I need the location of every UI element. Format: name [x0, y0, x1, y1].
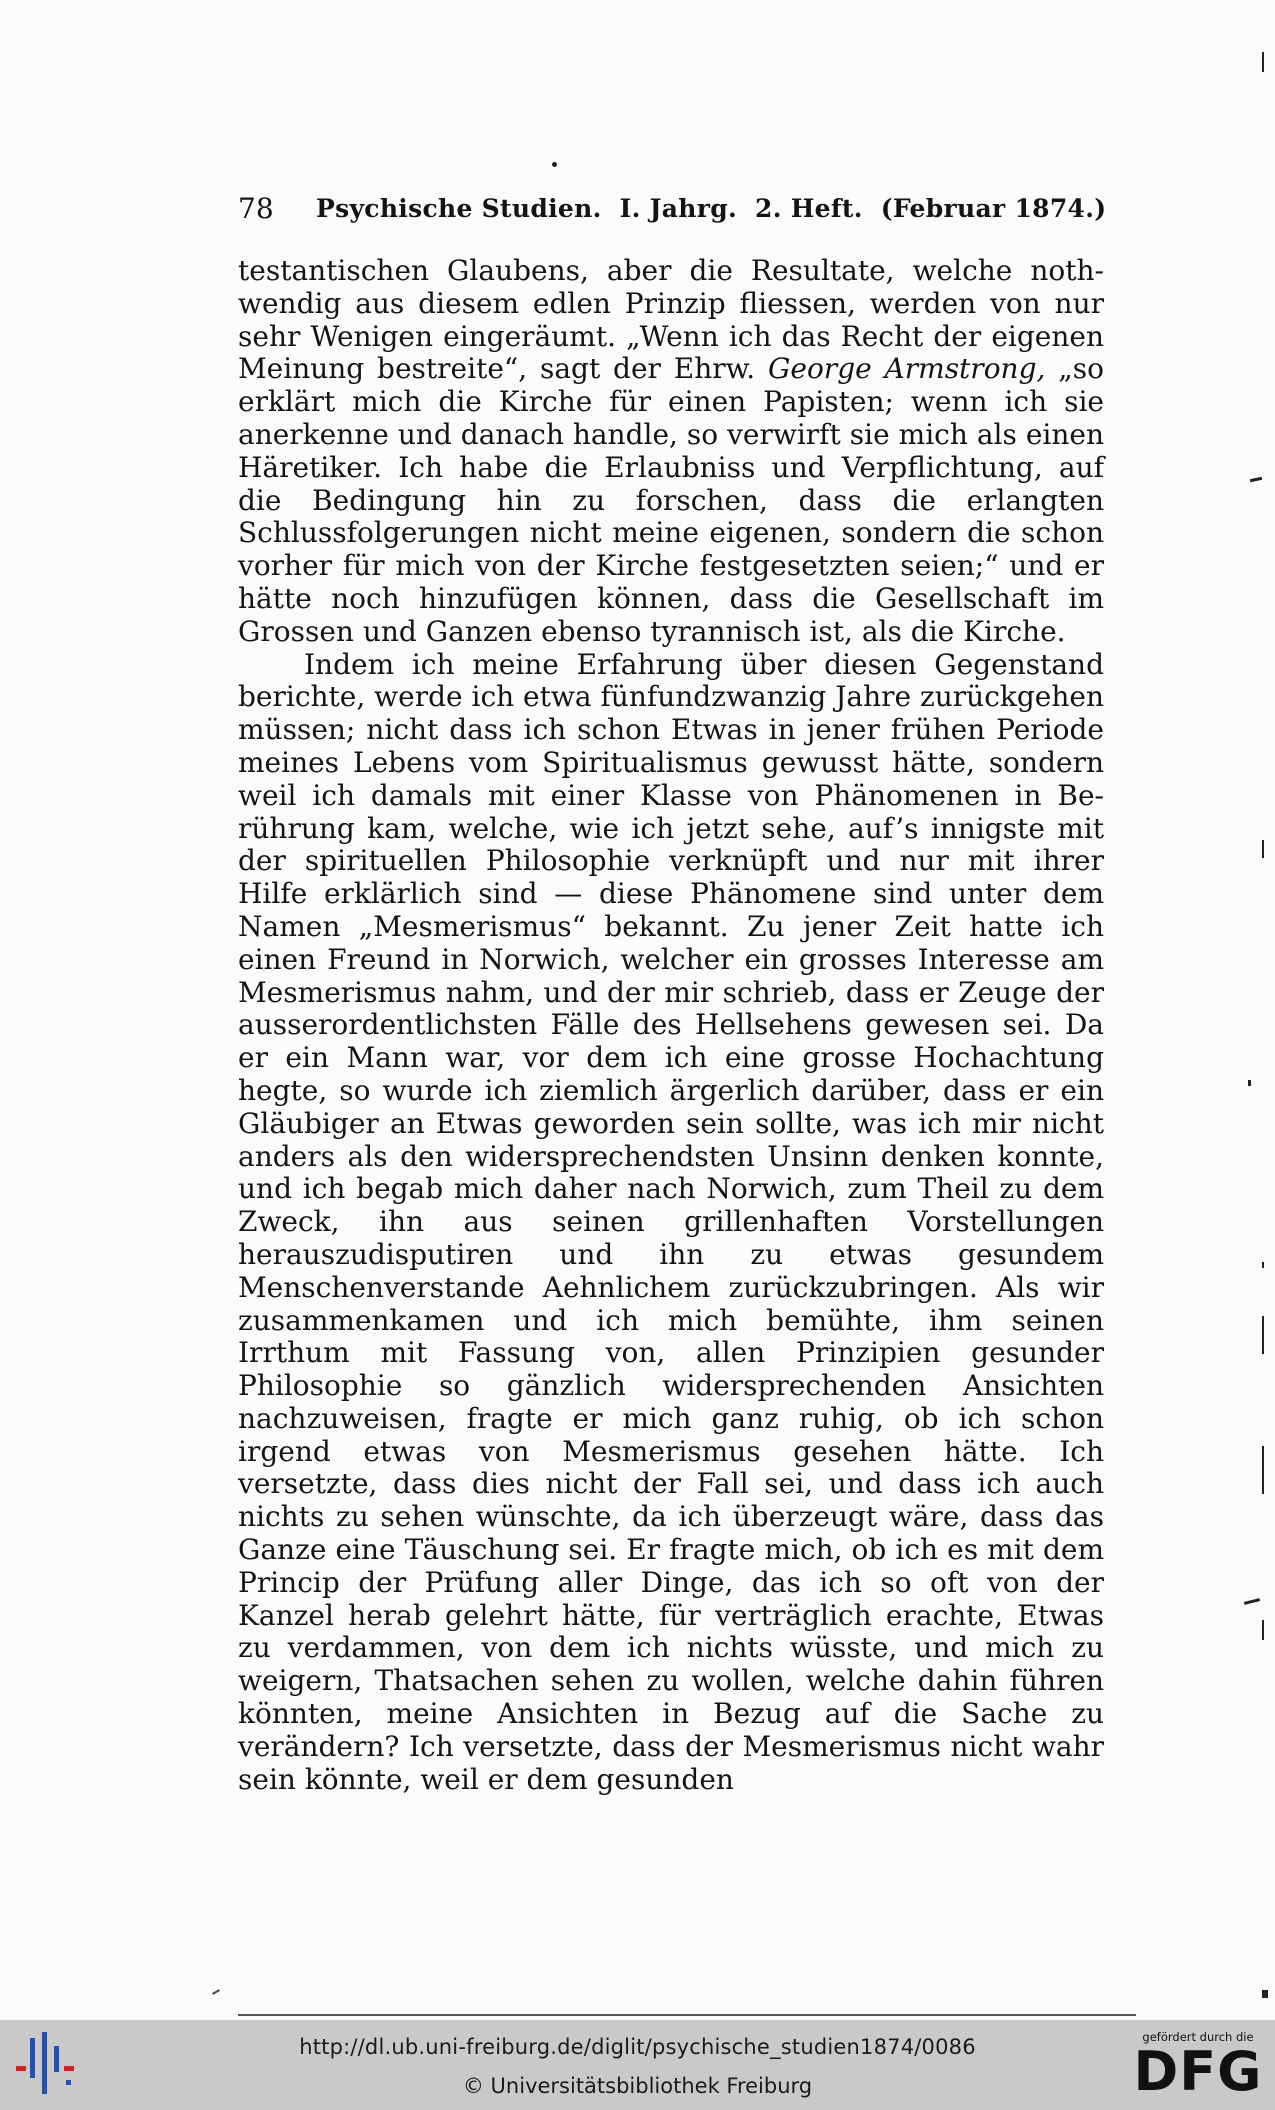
copyright-notice: © Universitätsbibliothek Freiburg: [462, 2074, 813, 2098]
person-name: George Armstrong,: [768, 352, 1046, 386]
margin-mark: [1262, 840, 1264, 858]
printer-mark: [552, 162, 557, 167]
page-number: 78: [238, 192, 274, 225]
body-text: [238, 255, 1104, 1796]
permalink-url[interactable]: http://dl.ub.uni-freiburg.de/diglit/psychische_studien1874/0086: [299, 2035, 976, 2059]
margin-mark: [1262, 1262, 1264, 1268]
running-title: Psychische Studien. I. Jahrg. 2. Heft. (Februar 1874.): [316, 194, 1107, 223]
running-header: [238, 188, 1107, 228]
paragraph-1: [238, 255, 1104, 649]
paragraph-1-part-b: „so erklärt mich die Kirche für einen Papisten; wenn ich sie anerkenne und danach handle, so verwirft sie mich als einen Häretiker. Ich habe die Erlaubniss und Verpflichtung, auf die Bedingung hin zu forschen, dass die erlangten Schlussfolgerungen nicht meine eigenen, sondern die schon vorher für mich von der Kirche festgesetzten seien;“ und er hätte noch hinzufügen können, dass die Gesellschaft im Grossen und Ganzen ebenso tyrannisch ist, als die Kirche.: [238, 352, 1104, 648]
bottom-rule: [238, 2014, 1136, 2016]
dfg-funding-label: gefördert durch die: [1142, 2030, 1254, 2044]
dfg-logo: [1128, 2028, 1268, 2108]
margin-mark: [1250, 477, 1262, 482]
margin-mark: [1262, 52, 1264, 72]
margin-mark: [1262, 1316, 1264, 1354]
dfg-wordmark: DFG: [1133, 2040, 1263, 2103]
margin-mark: [1262, 1990, 1268, 1998]
margin-mark: [1262, 1446, 1264, 1494]
margin-mark: [1244, 1598, 1260, 1605]
margin-mark: [1262, 1620, 1264, 1640]
paragraph-1-part-a: testantischen Glaubens, aber die Resultate, welche nothwendig aus diesem edlen Prinzip fliessen, werden von nur sehr Wenigen eingeräumt. „Wenn ich das Recht der eigenen Meinung bestreite“, sagt der Ehrw.: [238, 254, 1104, 386]
margin-mark: [212, 1989, 220, 1995]
margin-mark: [1248, 1080, 1251, 1086]
paragraph-2: Indem ich meine Erfahrung über diesen Gegenstand berichte, werde ich etwa fünfundzwanzig Jahre zurückgehen müssen; nicht dass ich schon Etwas in jener frühen Periode meines Lebens vom Spiritualismus gewusst hätte, sondern weil ich damals mit einer Klasse von Phänomenen in Berührung kam, welche, wie ich jetzt sehe, auf’s innigste mit der spirituellen Philosophie verknüpft und nur mit ihrer Hilfe erklärlich sind — diese Phänomene sind unter dem Namen „Mesmerismus“ bekannt. Zu jener Zeit hatte ich einen Freund in Norwich, welcher ein grosses Interesse am Mesmerismus nahm, und der mir schrieb, dass er Zeuge der ausserordentlichsten Fälle des Hellsehens gewesen sei. Da er ein Mann war, vor dem ich eine grosse Hochachtung hegte, so wurde ich ziemlich ärgerlich darüber, dass er ein Gläubiger an Etwas geworden sein sollte, was ich mir nicht anders als den widersprechendsten Unsinn denken konnte, und ich begab mich daher nach Norwich, zum Theil zu dem Zweck, ihn aus seinen grillenhaften Vorstellungen herauszudisputiren und ihn zu etwas gesundem Menschenverstande Aehnlichem zurückzubringen. Als wir zusammenkamen und ich mich bemühte, ihm seinen Irrthum mit Fassung von, allen Prinzipien gesunder Philosophie so gänzlich widersprechenden Ansichten nachzuweisen, fragte er mich ganz ruhig, ob ich schon irgend etwas von Mesmerismus gesehen hätte. Ich versetzte, dass dies nicht der Fall sei, und dass ich auch nichts zu sehen wünschte, da ich überzeugt wäre, dass das Ganze eine Täuschung sei. Er fragte mich, ob ich es mit dem Princip der Prüfung aller Dinge, das ich so oft von der Kanzel herab gelehrt hätte, für verträglich erachte, Etwas zu verdammen, von dem ich nichts wüsste, und mich zu weigern, Thatsachen sehen zu wollen, welche dahin führen könnten, meine Ansichten in Bezug auf die Sache zu verändern? Ich versetzte, dass der Mesmerismus nicht wahr sein könnte, weil er dem gesunden: [238, 647, 1104, 1796]
